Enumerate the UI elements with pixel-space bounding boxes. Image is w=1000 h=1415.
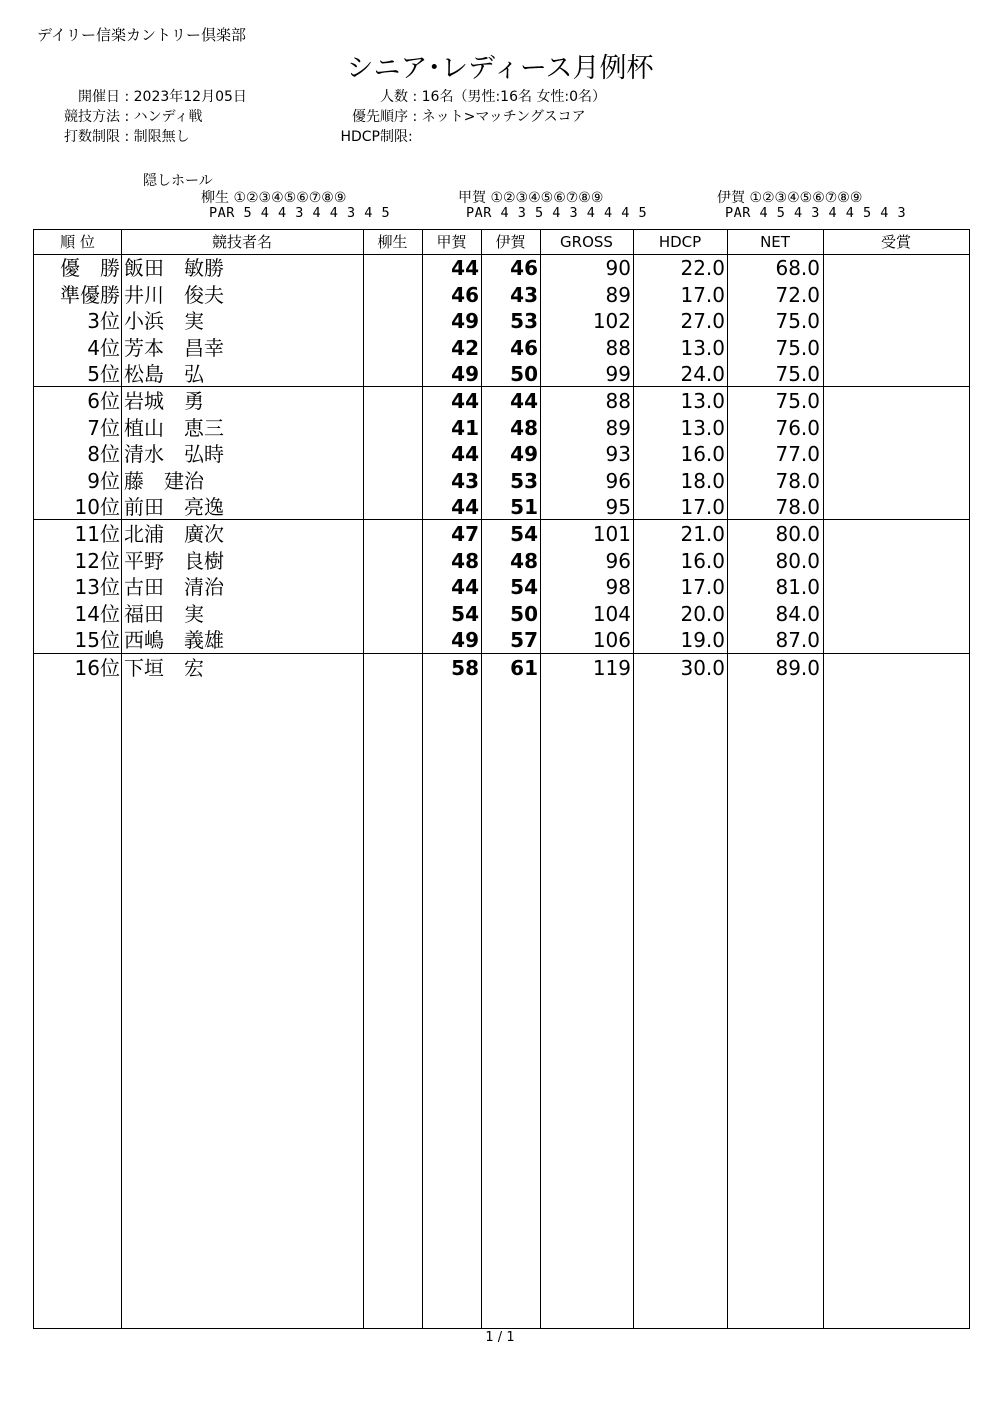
table-row: [34, 361, 969, 388]
hdcp-cell: 30.0: [680, 656, 725, 680]
rank-cell: 6位: [87, 389, 120, 413]
header-rank: 順 位: [60, 233, 95, 251]
info-limit: 打数制限 : 制限無し: [40, 126, 190, 146]
priority-value: ネット>マッチングスコア: [421, 109, 586, 125]
player-name-cell: 飯田 敏勝: [124, 256, 224, 280]
info-date: 開催日 : 2023年12月05日: [40, 86, 247, 106]
net-cell: 75.0: [775, 389, 820, 413]
gross-cell: 102: [592, 309, 631, 333]
info-method: 競技方法 : ハンディ戦: [40, 106, 203, 126]
rank-cell: 4位: [87, 335, 120, 360]
net-cell: 75.0: [775, 309, 820, 333]
gross-cell: 93: [605, 442, 631, 466]
net-cell: 81.0: [775, 575, 820, 599]
player-name-cell: 植山 恵三: [124, 415, 224, 440]
iga-score-cell: 61: [510, 656, 538, 680]
header-name: 競技者名: [211, 233, 272, 251]
table-row: [34, 255, 969, 282]
hidden-holes-header: 隠しホール: [143, 173, 213, 189]
table-row: [34, 601, 969, 628]
hdcp-cell: 20.0: [680, 601, 725, 626]
course-kouga-holes: [458, 187, 603, 207]
header-net: NET: [760, 233, 790, 251]
player-name-cell: 前田 亮逸: [124, 495, 224, 519]
hdcp-limit-label: HDCP制限: [340, 129, 408, 145]
iga-score-cell: 43: [510, 282, 538, 307]
kouga-score-cell: 44: [451, 256, 479, 280]
header-gross: GROSS: [560, 233, 613, 251]
rank-cell: 11位: [74, 522, 120, 546]
method-label: 競技方法: [64, 109, 120, 125]
course-kouga-par: PAR 4 3 5 4 3 4 4 4 5: [466, 205, 648, 221]
iga-score-cell: 49: [510, 442, 538, 466]
rank-cell: 3位: [87, 309, 120, 333]
info-priority: 優先順序 : ネット>マッチングスコア: [300, 106, 586, 126]
rank-cell: 優 勝: [60, 256, 120, 280]
iga-score-cell: 50: [510, 601, 538, 626]
kouga-score-cell: 47: [451, 522, 479, 546]
info-hdcp-limit: HDCP制限:: [300, 126, 413, 146]
player-name-cell: 福田 実: [124, 601, 204, 626]
course-holes: ①②③④⑤⑥⑦⑧⑨: [490, 190, 604, 206]
net-cell: 78.0: [775, 495, 820, 519]
net-cell: 80.0: [775, 548, 820, 573]
player-name-cell: 岩城 勇: [124, 389, 204, 413]
player-name-cell: 井川 俊夫: [124, 282, 224, 307]
club-name: デイリー信楽カントリー倶楽部: [37, 26, 246, 44]
net-cell: 80.0: [775, 522, 820, 546]
rank-cell: 12位: [74, 548, 120, 573]
course-yagyu-holes: [201, 187, 346, 207]
hdcp-cell: 19.0: [680, 628, 725, 652]
player-name-cell: 小浜 実: [124, 309, 204, 333]
gross-cell: 96: [605, 548, 631, 573]
hdcp-cell: 17.0: [680, 282, 725, 307]
rank-cell: 準優勝: [60, 282, 120, 307]
table-row: [34, 521, 969, 548]
header-yagyu: 柳生: [377, 233, 408, 251]
net-cell: 72.0: [775, 282, 820, 307]
course-iga-par: PAR 4 5 4 3 4 4 5 4 3: [725, 205, 907, 221]
course-name: 伊賀: [717, 190, 745, 206]
net-cell: 75.0: [775, 335, 820, 360]
kouga-score-cell: 44: [451, 575, 479, 599]
kouga-score-cell: 49: [451, 362, 479, 386]
rank-cell: 13位: [74, 575, 120, 599]
course-holes: ①②③④⑤⑥⑦⑧⑨: [233, 190, 347, 206]
header-award: 受賞: [880, 233, 911, 251]
net-cell: 87.0: [775, 628, 820, 652]
rank-cell: 10位: [74, 495, 120, 519]
hdcp-cell: 27.0: [680, 309, 725, 333]
kouga-score-cell: 44: [451, 389, 479, 413]
table-row: [34, 655, 969, 682]
page-number: 1 / 1: [485, 1330, 515, 1345]
date-value: 2023年12月05日: [133, 89, 247, 105]
player-name-cell: 芳本 昌幸: [124, 335, 224, 360]
method-value: ハンディ戦: [133, 109, 203, 125]
gross-cell: 88: [605, 335, 631, 360]
header-kouga: 甲賀: [436, 233, 467, 251]
count-value: 16名（男性:16名 女性:0名）: [421, 89, 607, 105]
gross-cell: 89: [605, 415, 631, 440]
hdcp-cell: 16.0: [680, 442, 725, 466]
kouga-score-cell: 49: [451, 309, 479, 333]
hdcp-cell: 16.0: [680, 548, 725, 573]
rank-cell: 7位: [87, 415, 120, 440]
course-name: 甲賀: [458, 190, 486, 206]
count-label: 人数: [380, 89, 408, 105]
iga-score-cell: 53: [510, 309, 538, 333]
rank-cell: 9位: [87, 468, 120, 493]
iga-score-cell: 53: [510, 468, 538, 493]
table-row: [34, 574, 969, 601]
player-name-cell: 西嶋 義雄: [124, 628, 224, 652]
kouga-score-cell: 44: [451, 495, 479, 519]
gross-cell: 95: [605, 495, 631, 519]
table-row: [34, 548, 969, 575]
hdcp-cell: 24.0: [680, 362, 725, 386]
table-row: [34, 335, 969, 362]
limit-value: 制限無し: [133, 129, 190, 145]
iga-score-cell: 48: [510, 415, 538, 440]
date-label: 開催日: [78, 89, 120, 105]
kouga-score-cell: 49: [451, 628, 479, 652]
hdcp-cell: 17.0: [680, 495, 725, 519]
player-name-cell: 下垣 宏: [124, 656, 204, 680]
hdcp-cell: 17.0: [680, 575, 725, 599]
player-name-cell: 松島 弘: [124, 362, 204, 386]
rank-cell: 14位: [74, 601, 120, 626]
net-cell: 84.0: [775, 601, 820, 626]
gross-cell: 101: [592, 522, 631, 546]
iga-score-cell: 51: [510, 495, 538, 519]
gross-cell: 99: [605, 362, 631, 386]
table-row: [34, 468, 969, 495]
iga-score-cell: 57: [510, 628, 538, 652]
gross-cell: 89: [605, 282, 631, 307]
table-row: [34, 282, 969, 309]
hdcp-cell: 13.0: [680, 389, 725, 413]
player-name-cell: 清水 弘時: [124, 442, 224, 466]
iga-score-cell: 50: [510, 362, 538, 386]
kouga-score-cell: 48: [451, 548, 479, 573]
table-row: [34, 388, 969, 415]
net-cell: 77.0: [775, 442, 820, 466]
kouga-score-cell: 58: [451, 656, 479, 680]
gross-cell: 90: [605, 256, 631, 280]
limit-label: 打数制限: [64, 129, 120, 145]
player-name-cell: 古田 清治: [124, 575, 224, 599]
iga-score-cell: 44: [510, 389, 538, 413]
hdcp-cell: 21.0: [680, 522, 725, 546]
rank-cell: 16位: [74, 656, 120, 680]
iga-score-cell: 46: [510, 256, 538, 280]
gross-cell: 119: [592, 656, 631, 680]
gross-cell: 96: [605, 468, 631, 493]
iga-score-cell: 54: [510, 575, 538, 599]
priority-label: 優先順序: [352, 109, 408, 125]
header-hdcp: HDCP: [658, 233, 702, 251]
player-name-cell: 平野 良樹: [124, 548, 224, 573]
net-cell: 76.0: [775, 415, 820, 440]
rank-cell: 8位: [87, 442, 120, 466]
page-title: シニア･レディース月例杯: [346, 53, 654, 84]
hdcp-cell: 18.0: [680, 468, 725, 493]
player-name-cell: 藤 建治: [124, 468, 204, 493]
kouga-score-cell: 41: [451, 415, 479, 440]
gross-cell: 104: [592, 601, 631, 626]
iga-score-cell: 54: [510, 522, 538, 546]
results-table: [33, 229, 970, 1329]
course-holes: ①②③④⑤⑥⑦⑧⑨: [749, 190, 863, 206]
kouga-score-cell: 54: [451, 601, 479, 626]
kouga-score-cell: 43: [451, 468, 479, 493]
hdcp-cell: 13.0: [680, 335, 725, 360]
net-cell: 89.0: [775, 656, 820, 680]
hdcp-cell: 13.0: [680, 415, 725, 440]
iga-score-cell: 46: [510, 335, 538, 360]
kouga-score-cell: 46: [451, 282, 479, 307]
header-iga: 伊賀: [495, 233, 526, 251]
gross-cell: 88: [605, 389, 631, 413]
table-row: [34, 441, 969, 468]
kouga-score-cell: 42: [451, 335, 479, 360]
kouga-score-cell: 44: [451, 442, 479, 466]
table-row: [34, 415, 969, 442]
net-cell: 75.0: [775, 362, 820, 386]
hdcp-cell: 22.0: [680, 256, 725, 280]
table-row: [34, 627, 969, 654]
player-name-cell: 北浦 廣次: [124, 522, 224, 546]
course-name: 柳生: [201, 190, 229, 206]
table-row: [34, 308, 969, 335]
table-row: [34, 494, 969, 521]
iga-score-cell: 48: [510, 548, 538, 573]
net-cell: 78.0: [775, 468, 820, 493]
rank-cell: 5位: [87, 362, 120, 386]
gross-cell: 106: [592, 628, 631, 652]
net-cell: 68.0: [775, 256, 820, 280]
gross-cell: 98: [605, 575, 631, 599]
info-count: 人数 : 16名（男性:16名 女性:0名）: [300, 86, 606, 106]
rank-cell: 15位: [74, 628, 120, 652]
course-yagyu-par: PAR 5 4 4 3 4 4 3 4 5: [209, 205, 391, 221]
course-iga-holes: [717, 187, 862, 207]
